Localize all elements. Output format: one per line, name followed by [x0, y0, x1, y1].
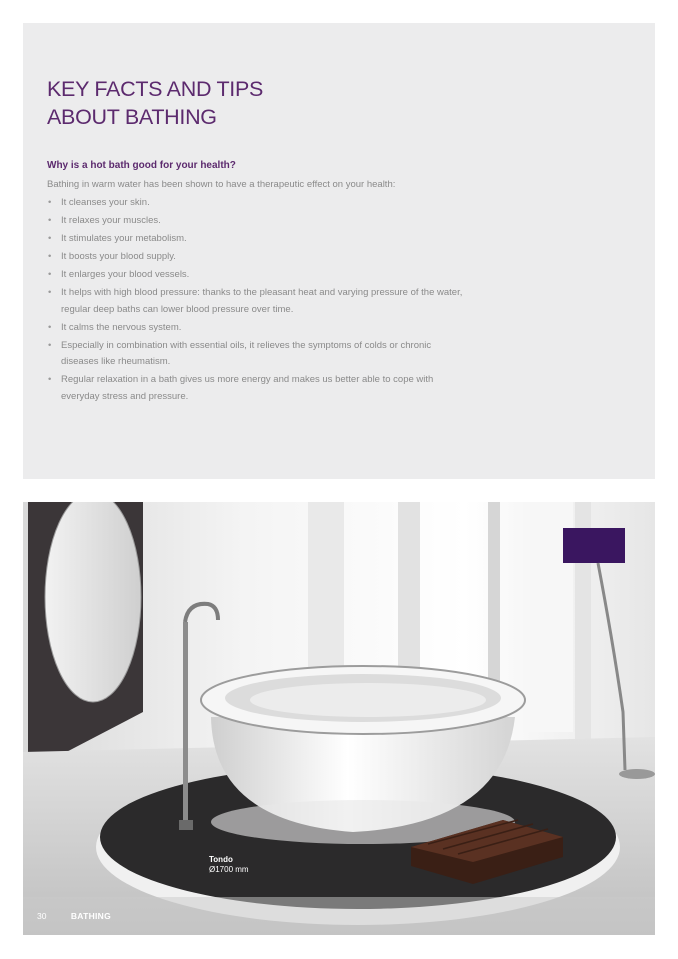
title-line-1: KEY FACTS AND TIPS	[47, 77, 264, 101]
list-item: • It helps with high blood pressure: thanks to the pleasant heat and varying pressure of the water, regular deep baths can lower blood pressure over time.	[47, 285, 467, 318]
product-caption	[209, 855, 249, 875]
list-item: • It stimulates your metabolism.	[47, 231, 467, 248]
list-item: • Regular relaxation in a bath gives us more energy and makes us better able to cope with everyday stress and pressure.	[47, 372, 467, 405]
product-size: Ø1700 mm	[209, 865, 249, 874]
list-item: • It cleanses your skin.	[47, 195, 467, 212]
page-footer	[37, 911, 111, 921]
title-line-2: ABOUT BATHING	[47, 105, 217, 129]
section-label: BATHING	[70, 911, 112, 921]
list-item: • It enlarges your blood vessels.	[47, 267, 467, 284]
list-item: • It boosts your blood supply.	[47, 249, 467, 266]
section-question: Why is a hot bath good for your health?	[47, 160, 236, 171]
page-title	[47, 75, 263, 131]
list-item: • It calms the nervous system.	[47, 320, 467, 337]
bathroom-photo	[23, 502, 655, 935]
bathtub-illustration	[23, 502, 655, 935]
benefits-list	[47, 195, 467, 407]
page-number: 30	[37, 911, 47, 921]
list-item: • It relaxes your muscles.	[47, 213, 467, 230]
product-name: Tondo	[209, 855, 233, 864]
intro-text: Bathing in warm water has been shown to have a therapeutic effect on your health:	[47, 179, 396, 190]
list-item: • Especially in combination with essential oils, it relieves the symptoms of colds or chronic diseases like rheumatism.	[47, 338, 467, 371]
